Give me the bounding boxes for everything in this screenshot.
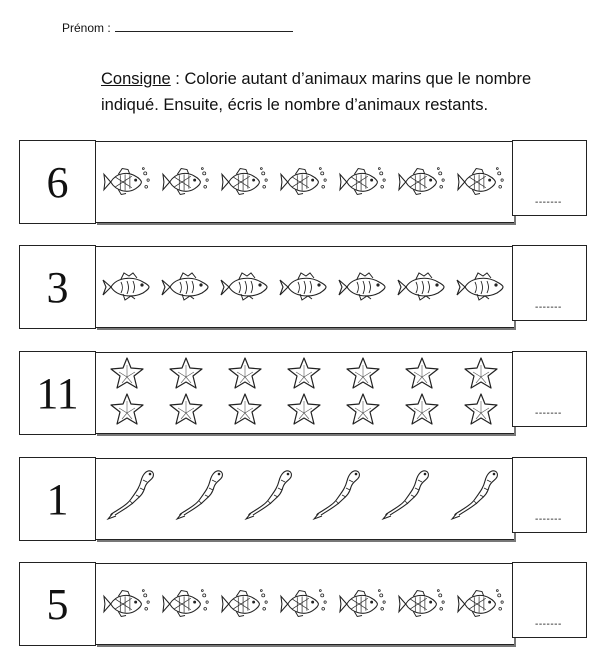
answer-blank: -------: [535, 197, 562, 208]
name-label: Prénom :: [62, 21, 111, 35]
exercise-row: [0, 245, 600, 335]
fish-with-bubbles-icon[interactable]: [457, 589, 505, 619]
instruction-body: : Colorie autant d’animaux marins que le nombre indiqué. Ensuite, écris le nombre d’animaux restants.: [101, 70, 532, 114]
fish-with-bubbles-icon[interactable]: [221, 589, 269, 619]
starfish-icon[interactable]: [463, 393, 499, 426]
starfish-icon[interactable]: [109, 393, 145, 426]
tropical-fish-icon[interactable]: [397, 272, 447, 302]
animal-strip: [95, 563, 514, 645]
target-number-box: [19, 140, 96, 224]
fish-with-bubbles-icon[interactable]: [457, 167, 505, 197]
fish-with-bubbles-icon[interactable]: [221, 167, 269, 197]
target-number-box: [19, 562, 96, 646]
fish-with-bubbles-icon[interactable]: [398, 589, 446, 619]
answer-blank: -------: [535, 408, 562, 419]
starfish-icon[interactable]: [168, 393, 204, 426]
starfish-icon[interactable]: [345, 357, 381, 390]
answer-box[interactable]: [512, 562, 587, 638]
animal-strip: [95, 141, 514, 223]
answer-box[interactable]: [512, 457, 587, 533]
answer-blank: -------: [535, 619, 562, 630]
animal-strip: [95, 246, 514, 328]
instruction-text: [101, 66, 581, 118]
fish-with-bubbles-icon[interactable]: [162, 167, 210, 197]
starfish-icon[interactable]: [286, 357, 322, 390]
fish-with-bubbles-icon[interactable]: [280, 167, 328, 197]
fish-with-bubbles-icon[interactable]: [339, 589, 387, 619]
tropical-fish-icon[interactable]: [456, 272, 506, 302]
fish-with-bubbles-icon[interactable]: [398, 167, 446, 197]
exercise-row: [0, 140, 600, 230]
animal-strip: [95, 458, 514, 540]
starfish-icon[interactable]: [463, 357, 499, 390]
target-number: 5: [46, 580, 69, 629]
answer-box[interactable]: [512, 140, 587, 216]
name-blank-line[interactable]: [115, 20, 293, 32]
target-number: 3: [46, 263, 69, 312]
exercise-row: [0, 457, 600, 547]
eel-icon[interactable]: [313, 467, 363, 521]
fish-with-bubbles-icon[interactable]: [280, 589, 328, 619]
fish-with-bubbles-icon[interactable]: [103, 167, 151, 197]
name-field: [62, 20, 293, 35]
fish-with-bubbles-icon[interactable]: [103, 589, 151, 619]
starfish-icon[interactable]: [109, 357, 145, 390]
target-number-box: [19, 457, 96, 541]
tropical-fish-icon[interactable]: [220, 272, 270, 302]
starfish-icon[interactable]: [404, 357, 440, 390]
fish-with-bubbles-icon[interactable]: [339, 167, 387, 197]
target-number: 1: [46, 475, 69, 524]
answer-box[interactable]: [512, 245, 587, 321]
exercise-row: [0, 351, 600, 441]
exercise-row: [0, 562, 600, 652]
eel-icon[interactable]: [107, 467, 157, 521]
starfish-icon[interactable]: [168, 357, 204, 390]
tropical-fish-icon[interactable]: [161, 272, 211, 302]
starfish-icon[interactable]: [286, 393, 322, 426]
answer-blank: -------: [535, 302, 562, 313]
starfish-icon[interactable]: [227, 393, 263, 426]
tropical-fish-icon[interactable]: [338, 272, 388, 302]
starfish-icon[interactable]: [227, 357, 263, 390]
eel-icon[interactable]: [245, 467, 295, 521]
target-number-box: [19, 351, 96, 435]
starfish-icon[interactable]: [345, 393, 381, 426]
target-number: 11: [36, 369, 79, 418]
target-number-box: [19, 245, 96, 329]
answer-blank: -------: [535, 514, 562, 525]
answer-box[interactable]: [512, 351, 587, 427]
eel-icon[interactable]: [382, 467, 432, 521]
animal-strip: [95, 352, 514, 434]
tropical-fish-icon[interactable]: [102, 272, 152, 302]
instruction-label: Consigne: [101, 70, 171, 88]
fish-with-bubbles-icon[interactable]: [162, 589, 210, 619]
target-number: 6: [46, 158, 69, 207]
eel-icon[interactable]: [176, 467, 226, 521]
starfish-icon[interactable]: [404, 393, 440, 426]
tropical-fish-icon[interactable]: [279, 272, 329, 302]
eel-icon[interactable]: [451, 467, 501, 521]
